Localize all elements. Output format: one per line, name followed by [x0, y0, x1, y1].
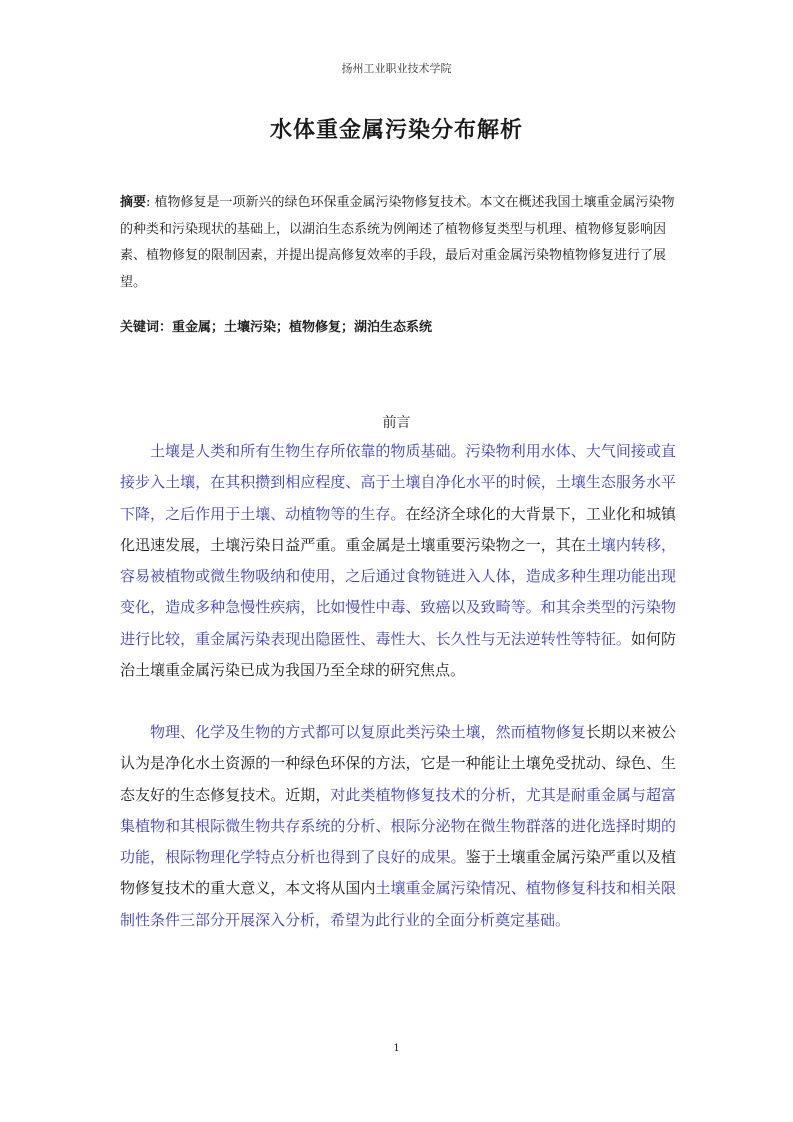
p2-highlight-1: 物理、化学及生物的方式都可以复原此类污染土壤，然而植物修复 — [150, 723, 586, 741]
p1-text-1: 在经济全球化的大背景下，工业化和城镇化迅速发展，土壤污染日益严重。重金属是土壤重要污染物之一，其在 — [120, 504, 676, 554]
keywords-text: 重金属；土壤污染；植物修复；湖泊生态系统 — [172, 320, 433, 335]
keywords-label: 关键词： — [120, 320, 173, 335]
p2-text-2: 鉴于土壤重金属污染严重以及植物修复技术的重大意义，本文将从国内 — [120, 848, 676, 898]
p1-text-2: 如何防治土壤重金属污染已成为我国乃至全球的研究焦点。 — [120, 629, 676, 680]
preface-paragraph-1 — [120, 436, 676, 686]
keywords-line — [120, 316, 676, 335]
document-title: 水体重金属污染分布解析 — [269, 117, 523, 143]
section-heading: 前言 — [382, 415, 411, 431]
page-header: 扬州工业职业技术学院 — [341, 62, 452, 75]
p2-highlight-3: 土壤重金属污染情况、植物修复科技和相关限制性条件三部分开展深入分析，希望为此行业的全面分析奠定基础。 — [120, 879, 676, 929]
abstract-sep: : — [146, 195, 155, 210]
abstract-block — [120, 190, 676, 296]
abstract-label: 摘要 — [120, 195, 147, 210]
preface-paragraph-2 — [120, 717, 676, 936]
p1-highlight-1: 土壤是人类和所有生物生存所依靠的物质基础。污染物利用水体、大气间接或直接步入土壤，在其积攒到相应程度、高于土壤自净化水平的时候，土壤生态服务水平下降，之后作用于土壤、动植物等的生存。 — [120, 442, 676, 523]
page-number: 1 — [393, 1043, 400, 1054]
p1-highlight-2: 土壤内转移，容易被植物或微生物吸纳和使用，之后通过食物链进入人体，造成多种生理功能出现变化，造成多种急慢性疾病，比如慢性中毒、致癌以及致畸等。和其余类型的污染物进行比较，重金属污染表现出隐匿性、毒性大、长久性与无法逆转性等特征。 — [120, 535, 676, 648]
abstract-text: 植物修复是一项新兴的绿色环保重金属污染物修复技术。本文在概述我国土壤重金属污染物的种类和污染现状的基础上，以湖泊生态系统为例阐述了植物修复类型与机理、植物修复影响因素、植物修复的限制因素，并提出提高修复效率的手段，最后对重金属污染物植物修复进行了展望。 — [120, 195, 675, 290]
p2-highlight-2: 对此类植物修复技术的分析，尤其是耐重金属与超富集植物和其根际微生物共存系统的分析、根际分泌物在微生物群落的进化选择时期的功能，根际物理化学特点分析也得到了良好的成果。 — [120, 785, 676, 867]
p2-text-1: 长期以来被公认为是净化水土资源的一种绿色环保的方法，它是一种能让土壤免受扰动、绿色、生态友好的生态修复技术。近期， — [120, 723, 676, 804]
